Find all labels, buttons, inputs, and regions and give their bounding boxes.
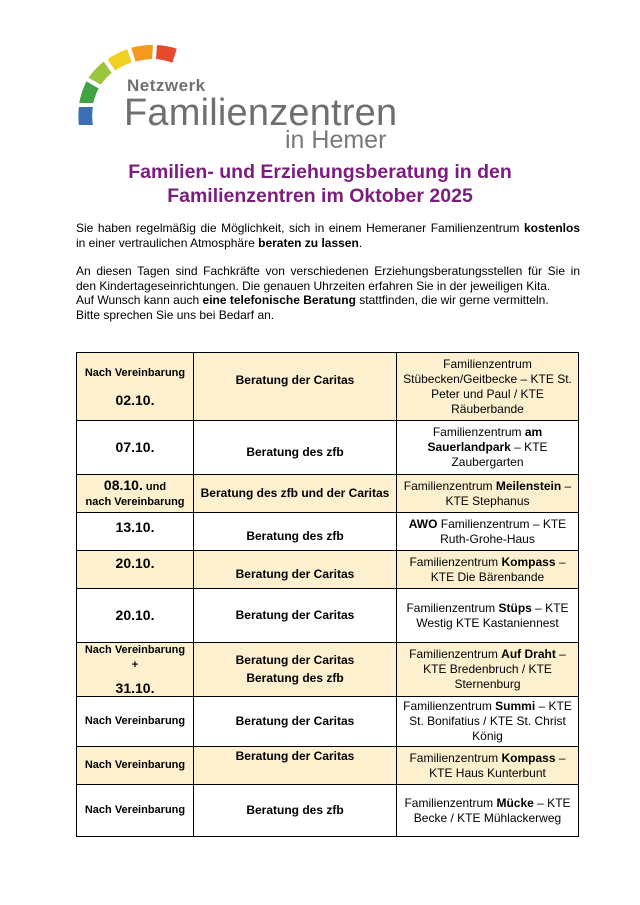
fz-text: – KTE Stephanus [445,478,572,508]
beratung-cell [194,475,397,513]
fz-text: – KTE Becke / KTE Mühlackerweg [413,795,571,825]
date-cell [77,513,194,551]
fz-name: AWO [408,516,438,531]
date-cell [77,589,194,643]
familienzentrum-cell [397,421,579,475]
beratung-label: Beratung der Caritas [235,373,355,387]
beratung-label: Beratung der Caritas [235,608,355,622]
intro-text-segment: stattfinden, die wir gerne vermitteln. [355,293,549,308]
fz-name: Auf Draht [501,647,556,661]
beratung-label: Beratung des zfb [246,529,344,543]
beratung-label: Beratung des zfb [246,445,344,459]
schedule-table [76,352,579,837]
fz-name: Kompass [501,750,556,765]
table-row [77,589,579,643]
date-cell [77,643,194,697]
date-note: Nach Vereinbarung + [84,644,186,671]
fz-name: Summi [495,699,536,713]
intro-bold-kostenlos: kostenlos [523,221,580,235]
date-cell [77,421,194,475]
date-cell [77,475,194,513]
fz-prefix: Familienzentrum [403,478,496,493]
fz-prefix: Familienzentrum [432,425,525,439]
intro-text-segment: Auf Wunsch kann auch [76,293,203,308]
beratung-label: Beratung des zfb und der Caritas [200,486,390,500]
date-value: 08.10. [103,476,143,493]
page-title: Familien- und Erziehungsberatung in den Familienzentren im Oktober 2025 [128,161,512,207]
table-row [77,475,579,513]
beratung-cell [194,785,397,837]
beratung-cell [194,643,397,697]
fz-name: Stüps [498,600,532,615]
fz-text: Familienzentrum – KTE Ruth-Grohe-Haus [437,516,567,546]
fz-prefix: Familienzentrum [406,600,499,615]
familienzentrum-cell [397,747,579,785]
intro-paragraph-1 [76,221,580,250]
beratung-label: Beratung der Caritas [235,749,355,763]
intro-text-segment: . [358,235,363,250]
fz-prefix: Familienzentrum [404,795,497,810]
date-value: 31.10. [115,680,155,696]
intro-bold-telefonisch: eine telefonische Beratung [202,293,356,308]
date-cell [77,785,194,837]
intro-text-segment: in einer vertraulichen Atmosphäre [76,235,259,250]
intro-bold-beraten: beraten zu lassen [258,235,359,250]
familienzentrum-cell [397,513,579,551]
beratung-cell [194,589,397,643]
familienzentrum-cell [397,589,579,643]
date-note: nach Vereinbarung [85,495,185,508]
table-row [77,747,579,785]
beratung-cell [194,513,397,551]
fz-text: – KTE St. Bonifatius / KTE St. Christ König [409,699,572,743]
date-cell [77,551,194,589]
fz-text: – KTE Bredenbruch / KTE Sternenburg [423,647,566,691]
date-note: Nach Vereinbarung [84,804,186,816]
date-value: 07.10. [115,439,155,455]
table-row [77,513,579,551]
intro-paragraph-3 [76,293,580,322]
beratung-cell [194,421,397,475]
intro-text-segment: Sie haben regelmäßig die Möglichkeit, sich in einem Hemeraner Familienzentrum [76,221,524,235]
date-note: Nach Vereinbarung [84,715,186,727]
familienzentrum-cell [397,643,579,697]
beratung-label: Beratung der Caritas [235,567,355,581]
fz-name: Kompass [501,554,556,569]
date-note: Nach Vereinbarung [84,366,186,379]
table-row [77,421,579,475]
familienzentrum-cell [397,697,579,747]
beratung-label: Beratung der Caritas [235,653,355,667]
table-row [77,697,579,747]
fz-name: Meilenstein [495,478,562,493]
familienzentrum-cell [397,785,579,837]
date-cell [77,353,194,421]
beratung-label: Beratung der Caritas [235,714,355,728]
date-value: 20.10. [115,607,155,623]
fz-text: – KTE Zaubergarten [451,440,548,469]
fz-prefix: Familienzentrum [409,554,502,569]
date-cell [77,747,194,785]
table-row [77,353,579,421]
intro-text-segment: Bitte sprechen Sie uns bei Bedarf an. [76,307,275,322]
intro-text [76,221,580,323]
date-suffix: und [142,480,167,493]
beratung-cell [194,551,397,589]
date-note: Nach Vereinbarung [84,759,186,771]
familienzentrum-cell [397,475,579,513]
intro-paragraph-2: An diesen Tagen sind Fachkräfte von verschiedenen Erziehungsberatungsstellen für Sie in den Kindertageseinrichtungen. Die genauen Uhrzeiten erfahren Sie in der jeweiligen Kita. [76,264,580,293]
fz-name: Mücke [496,795,534,810]
date-value: 20.10. [115,555,155,571]
table-row [77,551,579,589]
familienzentrum-cell [397,551,579,589]
fz-prefix: Familienzentrum [403,699,496,713]
beratung-label: Beratung des zfb [246,803,344,817]
fz-text: Familienzentrum Stübecken/Geitbecke – KTE St. Peter und Paul / KTE Räuberbande [403,356,572,416]
logo-netzwerk: Netzwerk [127,76,206,95]
fz-text: – KTE Die Bärenbande [430,554,566,584]
table-row [77,785,579,837]
logo-familienzentren: Familienzentren [124,92,398,134]
beratung-cell [194,353,397,421]
fz-prefix: Familienzentrum [409,750,502,765]
fz-prefix: Familienzentrum [409,647,502,661]
date-cell [77,697,194,747]
familienzentrum-cell [397,353,579,421]
fz-text: – KTE Westig KTE Kastaniennest [416,600,569,630]
logo [72,36,412,156]
date-value: 13.10. [115,519,155,535]
logo-in-hemer: in Hemer [285,126,387,154]
beratung-cell [194,697,397,747]
fz-name: am Sauerlandpark [427,425,543,454]
table-row [77,643,579,697]
beratung-label: Beratung des zfb [246,671,344,685]
date-value: 02.10. [115,391,155,408]
beratung-cell [194,747,397,785]
fz-text: – KTE Haus Kunterbunt [429,750,566,780]
